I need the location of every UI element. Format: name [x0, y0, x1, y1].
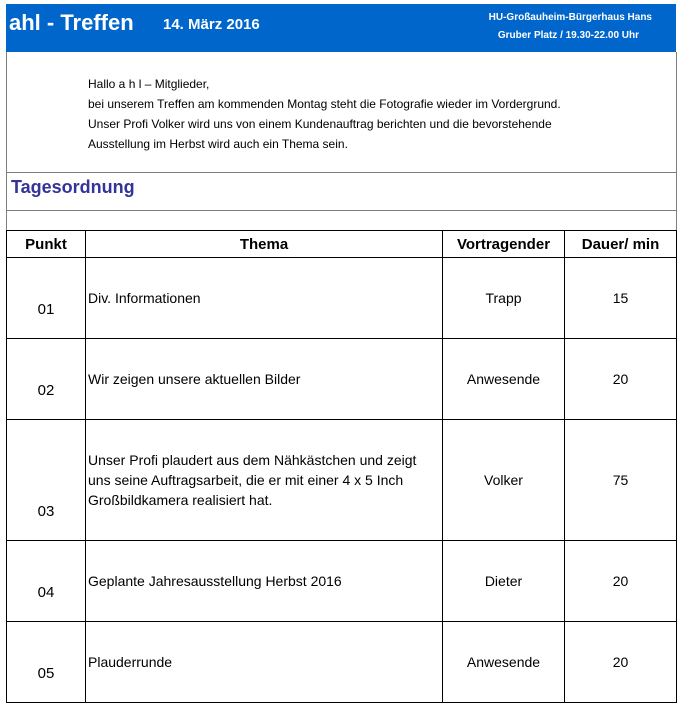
- table-row: [7, 622, 677, 703]
- column-header-punkt: Punkt: [7, 231, 86, 258]
- table-row: [7, 420, 677, 541]
- cell-punkt: 04: [7, 541, 86, 622]
- event-date: 14. März 2016: [163, 16, 260, 33]
- spacer-row: [6, 211, 677, 230]
- page-title: ahl - Treffen: [9, 10, 134, 35]
- column-header-dauer: Dauer/ min: [565, 231, 677, 258]
- intro-line: Unser Profi Volker wird uns von einem Kundenauftrag berichten und die bevorstehende: [88, 117, 552, 131]
- table-row: [7, 541, 677, 622]
- cell-thema-line: Großbildkamera realisiert hat.: [88, 492, 273, 508]
- intro-line: Hallo a h l – Mitglieder,: [88, 77, 210, 91]
- cell-thema: [86, 420, 443, 541]
- intro-section: [6, 52, 677, 173]
- cell-dauer: 20: [565, 541, 677, 622]
- cell-dauer: 15: [565, 258, 677, 339]
- table-row: [7, 258, 677, 339]
- cell-punkt: 05: [7, 622, 86, 703]
- intro-line: Ausstellung im Herbst wird auch ein Thema sein.: [88, 137, 348, 151]
- cell-punkt: 03: [7, 420, 86, 541]
- cell-vortragender: Dieter: [443, 541, 565, 622]
- column-header-vortragender: Vortragender: [443, 231, 565, 258]
- cell-vortragender: Anwesende: [443, 622, 565, 703]
- cell-vortragender: Trapp: [443, 258, 565, 339]
- cell-dauer: 20: [565, 339, 677, 420]
- agenda-heading-section: [6, 173, 677, 211]
- cell-thema-line: Unser Profi plaudert aus dem Nähkästchen und zeigt: [88, 452, 417, 468]
- intro-line: bei unserem Treffen am kommenden Montag steht die Fotografie wieder im Vordergrund.: [88, 97, 561, 111]
- cell-thema: Geplante Jahresausstellung Herbst 2016: [86, 541, 443, 622]
- cell-thema-line: uns seine Auftragsarbeit, die er mit einer 4 x 5 Inch: [88, 472, 404, 488]
- intro-text: [88, 74, 561, 154]
- cell-punkt: 01: [7, 258, 86, 339]
- table-header-row: [7, 231, 677, 258]
- table-row: [7, 339, 677, 420]
- agenda-heading: Tagesordnung: [11, 177, 135, 197]
- cell-thema: Plauderrunde: [86, 622, 443, 703]
- location-line-1: HU-Großauheim-Bürgerhaus Hans: [488, 12, 652, 23]
- header-banner: [6, 4, 676, 52]
- cell-thema: Wir zeigen unsere aktuellen Bilder: [86, 339, 443, 420]
- cell-dauer: 75: [565, 420, 677, 541]
- cell-vortragender: Anwesende: [443, 339, 565, 420]
- location-line-2: Gruber Platz / 19.30-22.00 Uhr: [497, 30, 639, 41]
- cell-thema: Div. Informationen: [86, 258, 443, 339]
- cell-punkt: 02: [7, 339, 86, 420]
- cell-dauer: 20: [565, 622, 677, 703]
- cell-vortragender: Volker: [443, 420, 565, 541]
- column-header-thema: Thema: [86, 231, 443, 258]
- agenda-table: [6, 230, 677, 703]
